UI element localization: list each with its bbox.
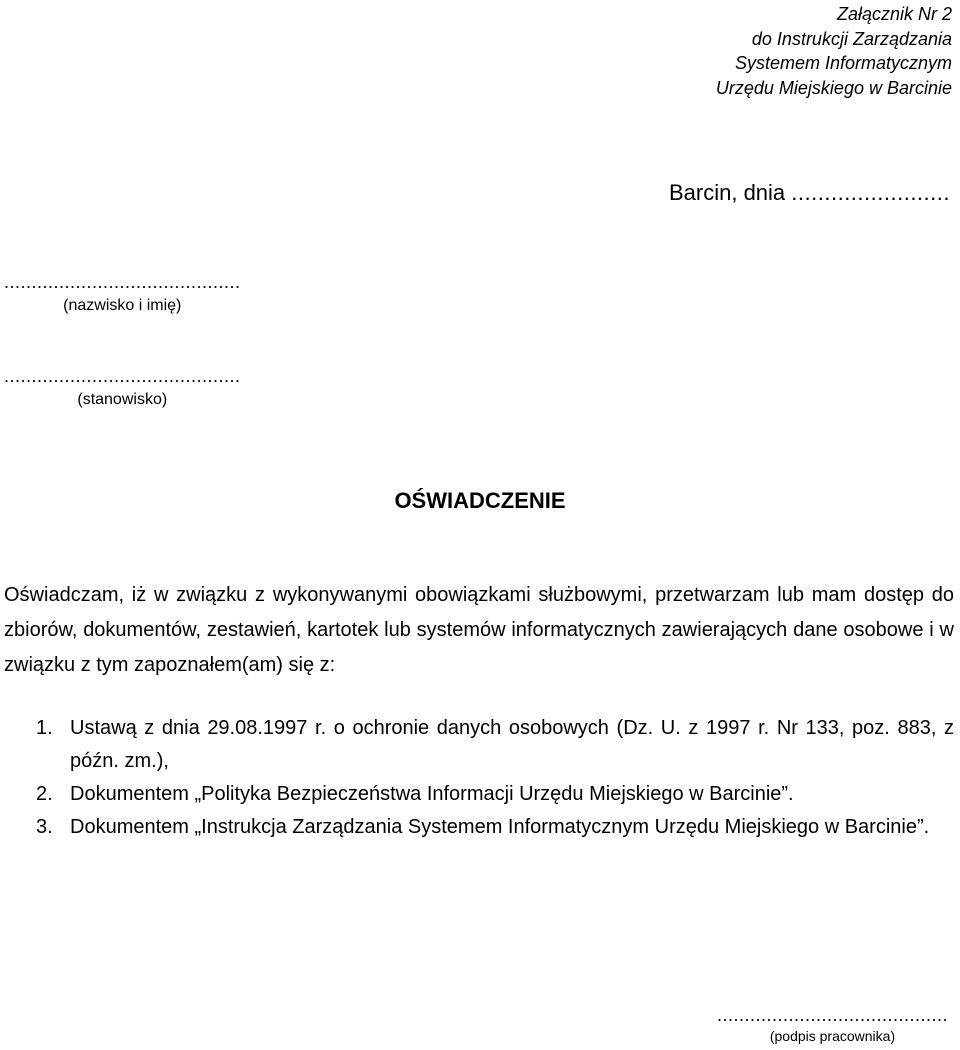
list-item bbox=[36, 778, 954, 811]
signature-block bbox=[717, 1005, 948, 1044]
document-title: OŚWIADCZENIE bbox=[394, 488, 566, 513]
list-item-text: Dokumentem „Instrukcja Zarządzania Systemem Informatycznym Urzędu Miejskiego w Barcinie”. bbox=[70, 816, 930, 838]
list-item-text: Dokumentem „Polityka Bezpieczeństwa Informacji Urzędu Miejskiego w Barcinie”. bbox=[70, 783, 794, 805]
document-list bbox=[36, 712, 954, 844]
attachment-line: Załącznik Nr 2 bbox=[836, 4, 952, 24]
position-caption: (stanowisko) bbox=[77, 391, 168, 408]
attachment-line: do Instrukcji Zarządzania bbox=[751, 28, 952, 49]
signature-dots: .......................................... bbox=[716, 1005, 948, 1025]
attachment-line: Urzędu Miejskiego w Barcinie bbox=[715, 77, 952, 98]
date-label: Barcin, dnia bbox=[668, 180, 786, 205]
list-item-number: 1. bbox=[36, 717, 53, 739]
statement-paragraph: Oświadczam, iż w związku z wykonywanymi obowiązkami służbowymi, przetwarzam lub mam dostęp do zbiorów, dokumentów, zestawień, kartotek lub systemów informatycznych zawierających dane osobowe i w związku z tym zapoznałem(am) się z: bbox=[4, 584, 954, 676]
list-item bbox=[36, 811, 954, 844]
list-item bbox=[36, 712, 954, 778]
list-item-number: 2. bbox=[36, 783, 53, 805]
name-field bbox=[4, 272, 241, 315]
list-item-text: Ustawą z dnia 29.08.1997 r. o ochronie danych osobowych (Dz. U. z 1997 r. Nr 133, poz. 883, z późn. zm.), bbox=[70, 717, 954, 772]
list-item-number: 3. bbox=[36, 816, 53, 838]
position-dots: ........................................... bbox=[4, 366, 241, 386]
date-dots: ........................ bbox=[791, 180, 950, 205]
attachment-line: Systemem Informatycznym bbox=[734, 53, 952, 73]
date-line bbox=[669, 180, 950, 206]
name-caption: (nazwisko i imię) bbox=[63, 297, 182, 314]
signature-caption: (podpis pracownika) bbox=[769, 1028, 896, 1044]
position-field bbox=[4, 366, 241, 409]
attachment-header bbox=[716, 2, 952, 100]
name-dots: ........................................... bbox=[4, 272, 241, 292]
